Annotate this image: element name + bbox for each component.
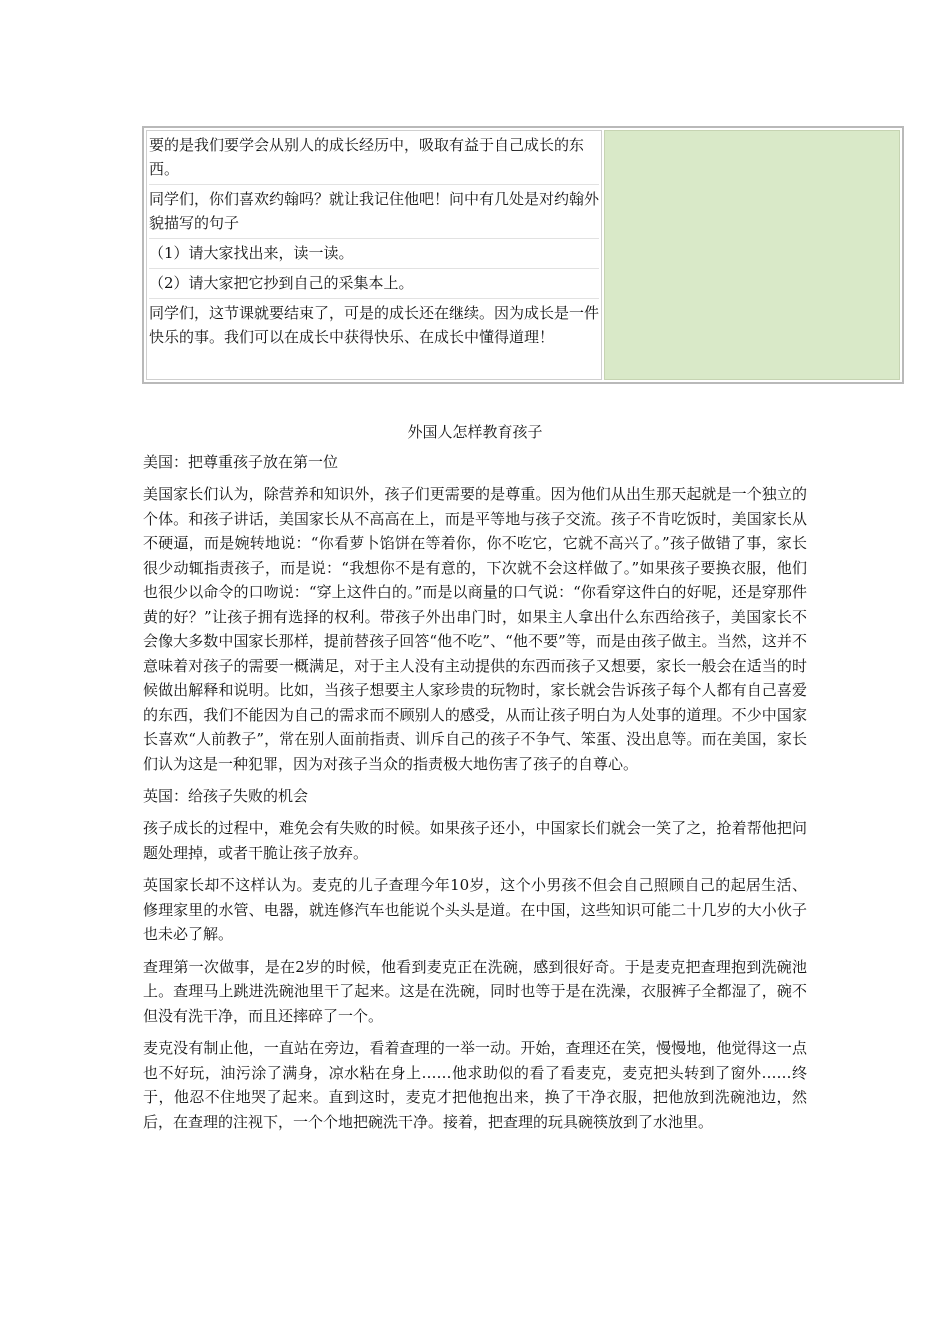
table-row: 要的是我们要学会从别人的成长经历中，吸取有益于自己成长的东西。 bbox=[149, 131, 599, 185]
paragraph: 英国家长却不这样认为。麦克的儿子查理今年10岁，这个小男孩不但会自己照顾自己的起居生活、修理家里的水管、电器，就连修汽车也能说个头头是道。在中国，这些知识可能二十几岁的大小伙子也未必了解。 bbox=[143, 876, 807, 943]
article bbox=[143, 420, 807, 1142]
table-row: （1）请大家找出来，读一读。 bbox=[149, 239, 599, 269]
lesson-table-side-cell bbox=[604, 130, 900, 380]
lesson-table bbox=[142, 126, 904, 384]
lesson-table-text-cell bbox=[146, 130, 602, 380]
table-row: 同学们，你们喜欢约翰吗？就让我记住他吧！问中有几处是对约翰外貌描写的句子 bbox=[149, 185, 599, 239]
table-row: （2）请大家把它抄到自己的采集本上。 bbox=[149, 269, 599, 299]
article-title: 外国人怎样教育孩子 bbox=[407, 423, 543, 441]
paragraph: 孩子成长的过程中，难免会有失败的时候。如果孩子还小，中国家长们就会一笑了之，抢着帮他把问题处理掉，或者干脆让孩子放弃。 bbox=[143, 819, 807, 862]
paragraph: 美国家长们认为，除营养和知识外，孩子们更需要的是尊重。因为他们从出生那天起就是一个独立的个体。和孩子讲话，美国家长从不高高在上，而是平等地与孩子交流。孩子不肯吃饭时，美国家长从不硬逼，而是婉转地说：“你看萝卜馅饼在等着你，你不吃它，它就不高兴了。”孩子做错了事，家长很少动辄指责孩子，而是说：“我想你不是有意的，下次就不会这样做了。”如果孩子要换衣服，他们也很少以命令的口吻说：“穿上这件白的。”而是以商量的口气说：“你看穿这件白的好呢，还是穿那件黄的好？”让孩子拥有选择的权利。带孩子外出串门时，如果主人拿出什么东西给孩子，美国家长不会像大多数中国家长那样，提前替孩子回答“他不吃”、“他不要”等，而是由孩子做主。当然，这并不意味着对孩子的需要一概满足，对于主人没有主动提供的东西而孩子又想要，家长一般会在适当的时候做出解释和说明。比如，当孩子想要主人家珍贵的玩物时，家长就会告诉孩子每个人都有自己喜爱的东西，我们不能因为自己的需求而不顾别人的感受，从而让孩子明白为人处事的道理。不少中国家长喜欢“人前教子”，常在别人面前指责、训斥自己的孩子不争气、笨蛋、没出息等。而在美国，家长们认为这是一种犯罪，因为对孩子当众的指责极大地伤害了孩子的自尊心。 bbox=[143, 485, 807, 773]
table-row: 同学们，这节课就要结束了，可是的成长还在继续。因为成长是一件快乐的事。我们可以在成长中获得快乐、在成长中懂得道理！ bbox=[149, 304, 600, 346]
section-heading-usa: 美国：把尊重孩子放在第一位 bbox=[143, 453, 339, 471]
section-heading-uk: 英国：给孩子失败的机会 bbox=[143, 787, 309, 805]
paragraph: 查理第一次做事，是在2岁的时候，他看到麦克正在洗碗，感到很好奇。于是麦克把查理抱到洗碗池上。查理马上跳进洗碗池里干了起来。这是在洗碗，同时也等于是在洗澡，衣服裤子全都湿了，碗不但没有洗干净，而且还摔碎了一个。 bbox=[143, 957, 807, 1025]
paragraph: 麦克没有制止他，一直站在旁边，看着查理的一举一动。开始，查理还在笑，慢慢地，他觉得这一点也不好玩，油污涂了满身，凉水粘在身上……他求助似的看了看麦克，麦克把头转到了窗外……终于，他忍不住地哭了起来。直到这时，麦克才把他抱出来，换了干净衣服，把他放到洗碗池边，然后，在查理的注视下，一个个地把碗洗干净。接着，把查理的玩具碗筷放到了水池里。 bbox=[143, 1039, 807, 1131]
